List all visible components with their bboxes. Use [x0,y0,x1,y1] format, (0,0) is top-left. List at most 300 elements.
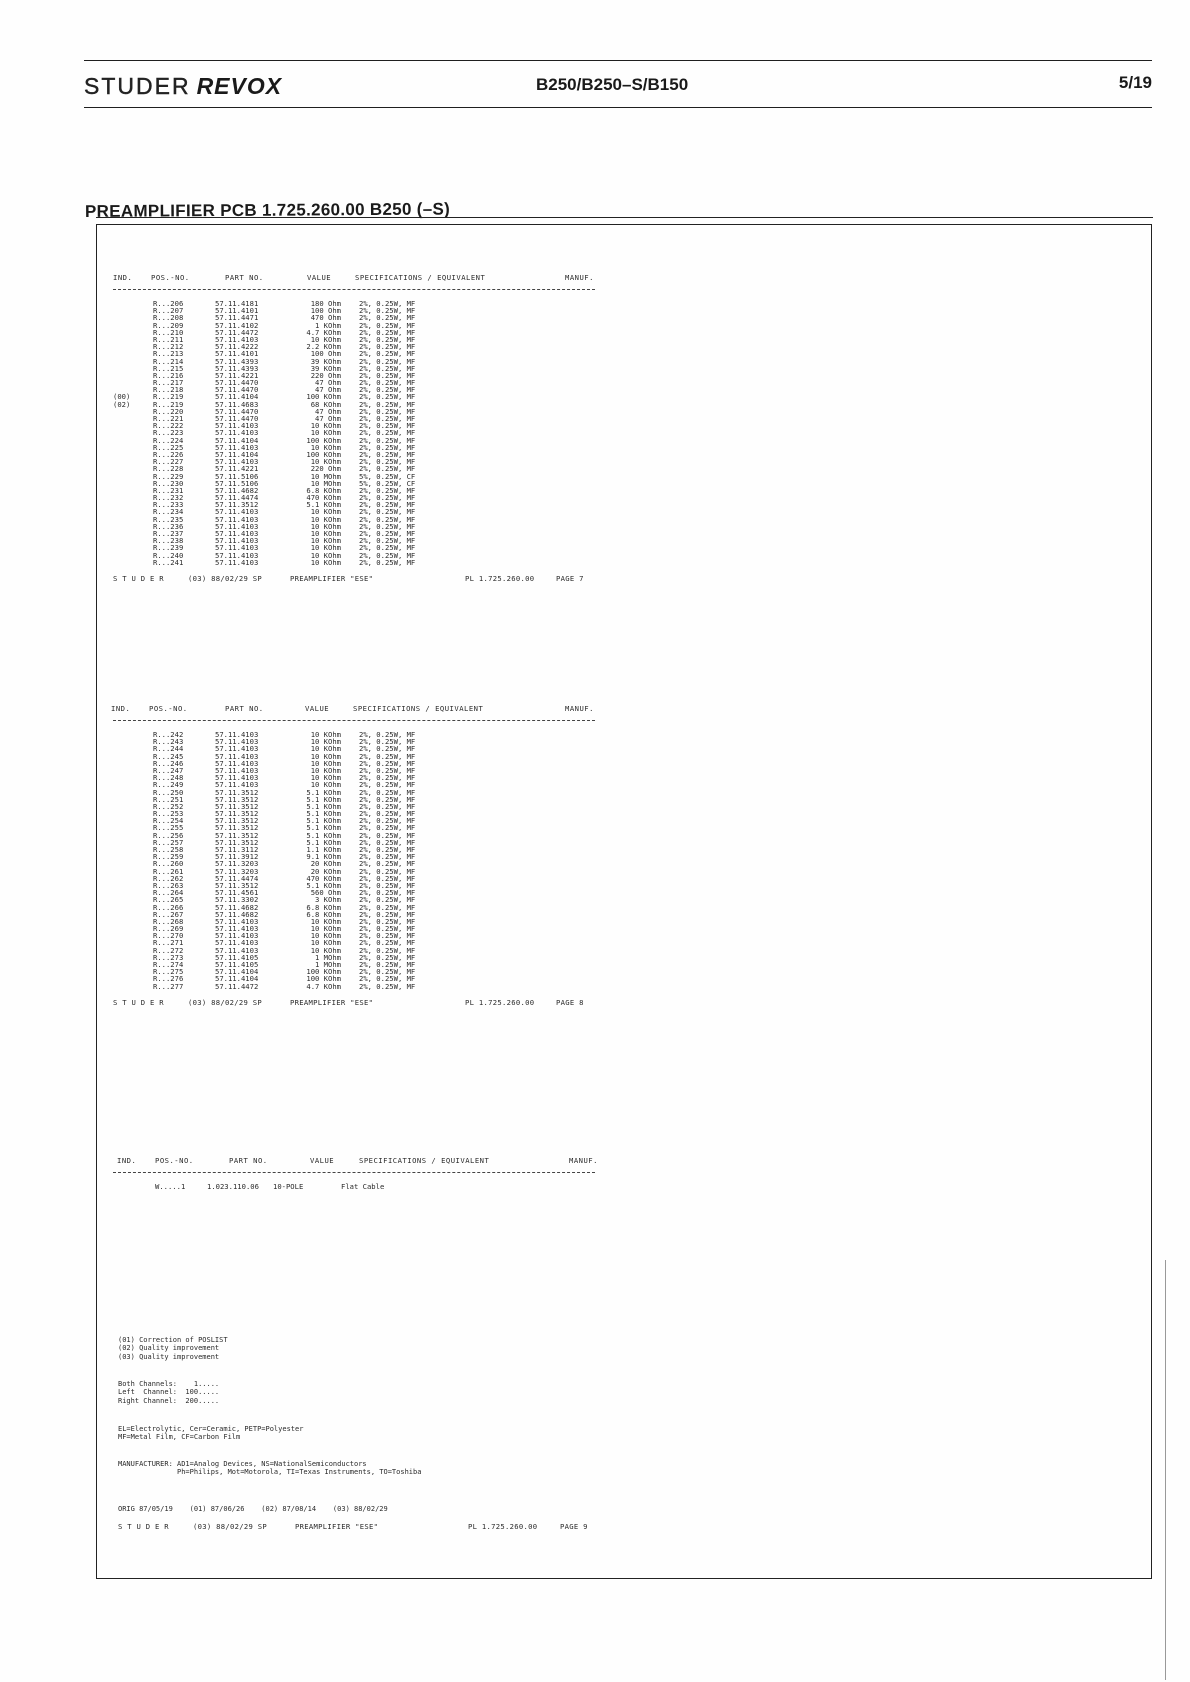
col-pos: POS.-NO. [155,1156,194,1165]
table-row [113,458,595,465]
cell-value: 10 KOhm [310,334,341,344]
cell-pos: R...240 [153,550,184,560]
cell-pos: R...211 [153,334,184,344]
cell-spec: 2%, 0.25W, MF [359,945,416,955]
cell-spec: 2%, 0.25W, MF [359,421,416,431]
table-row [113,358,595,365]
cell-spec: Flat Cable [341,1182,385,1191]
cell-value: 9.1 KOhm [306,852,341,862]
cell-value: 100 KOhm [306,392,341,402]
cell-value: 47 Ohm [315,378,341,388]
cell-spec: 2%, 0.25W, MF [359,938,416,948]
cell-pos: W.....1 [155,1182,186,1191]
cell-pos: R...236 [153,521,184,531]
table-row [113,911,595,918]
cell-spec: 2%, 0.25W, MF [359,888,416,898]
table-row [113,961,595,968]
cell-spec: 2%, 0.25W, MF [359,924,416,934]
cell-value: 5.1 KOhm [306,794,341,804]
cell-value: 10 KOhm [310,730,341,739]
cell-part: 57.11.4221 [215,464,259,474]
col-pos: POS.-NO. [149,704,188,713]
cell-pos: R...227 [153,457,184,467]
cell-value: 10 KOhm [310,514,341,524]
cell-part: 57.11.4103 [215,730,259,739]
cell-value: 470 Ohm [310,313,341,323]
cell-part: 57.11.4104 [215,435,259,445]
col-spec: SPECIFICATIONS / EQUIVALENT [359,1156,490,1165]
cell-pos: R...224 [153,435,184,445]
cell-value: 10 KOhm [310,557,341,567]
cell-value: 5.1 KOhm [306,837,341,847]
cell-pos: R...209 [153,320,184,330]
col-spec: SPECIFICATIONS / EQUIVALENT [355,273,486,282]
cell-part: 57.11.4470 [215,378,259,388]
table-row [113,365,595,372]
table-row [113,487,595,494]
cell-part: 57.11.4103 [215,924,259,934]
table-row [113,817,595,824]
cell-pos: R...247 [153,765,184,775]
cell-part: 57.11.4470 [215,385,259,395]
col-manuf: MANUF. [565,273,594,282]
footer-page: PAGE 9 [560,1522,588,1531]
cell-pos: R...226 [153,449,184,459]
cell-spec: 2%, 0.25W, MF [359,435,416,445]
table-row [113,314,595,321]
footer-pl: PL 1.725.260.00 [468,1522,538,1531]
table-row [113,983,595,990]
cell-spec: 2%, 0.25W, MF [359,485,416,495]
table-row [113,781,595,788]
table-row [113,537,595,544]
brand-revox: REVOX [196,73,283,99]
cell-pos: R...228 [153,464,184,474]
cell-spec: 2%, 0.25W, MF [359,809,416,819]
cell-part: 57.11.3512 [215,809,259,819]
table-row [113,860,595,867]
footer-studer: S T U D E R [118,1522,169,1531]
cell-spec: 2%, 0.25W, MF [359,557,416,567]
header-divider [113,720,595,721]
cell-pos: R...259 [153,852,184,862]
cell-part: 57.11.4474 [215,873,259,883]
cell-value: 10 KOhm [310,529,341,538]
cell-pos: R...219 [153,399,184,409]
table-row [113,530,595,537]
cell-value: 100 KOhm [306,974,341,984]
cell-part: 57.11.3203 [215,859,259,869]
cell-part: 57.11.4682 [215,909,259,919]
col-ind: IND. [117,1156,137,1165]
cell-value: 5.1 KOhm [306,816,341,826]
cell-value: 10 KOhm [310,737,341,747]
cell-spec: 5%, 0.25W, CF [359,478,416,488]
cell-part: 57.11.4181 [215,299,259,308]
cell-pos: R...250 [153,787,184,797]
cell-spec: 2%, 0.25W, MF [359,902,416,912]
cell-pos: R...233 [153,500,184,510]
cell-spec: 2%, 0.25W, MF [359,320,416,330]
cell-value: 47 Ohm [315,406,341,416]
cell-value: 1 MOhm [315,952,341,962]
cell-value: 10 KOhm [310,536,341,546]
cell-spec: 2%, 0.25W, MF [359,758,416,768]
cell-spec: 2%, 0.25W, MF [359,507,416,517]
cell-pos: R...274 [153,960,184,969]
table-row [113,875,595,882]
cell-value: 10 KOhm [310,457,341,467]
table-row [113,853,595,860]
cell-pos: R...210 [153,327,184,337]
footer-doc: PREAMPLIFIER "ESE" [290,997,374,1007]
cell-pos: R...232 [153,493,184,503]
cell-spec: 2%, 0.25W, MF [359,895,416,905]
cell-pos: R...256 [153,830,184,840]
cell-value: 10 KOhm [310,543,341,553]
cell-spec: 2%, 0.25W, MF [359,780,416,790]
cell-spec: 2%, 0.25W, MF [359,457,416,467]
cell-part: 57.11.3203 [215,866,259,876]
cell-part: 57.11.4474 [215,493,259,503]
cell-part: 57.11.4103 [215,457,259,467]
cell-pos: R...269 [153,924,184,934]
cell-value: 1 KOhm [315,320,341,330]
cell-spec: 2%, 0.25W, MF [359,801,416,811]
cell-part: 57.11.4103 [215,442,259,452]
table-header [113,1156,598,1171]
cell-part: 57.11.4222 [215,342,259,352]
table-row [113,839,595,846]
cell-pos: R...238 [153,536,184,546]
cell-value: 3 KOhm [315,895,341,905]
parts-sheet-7 [113,274,595,587]
cell-pos: R...265 [153,895,184,905]
cell-spec: 2%, 0.25W, MF [359,974,416,984]
cell-spec: 2%, 0.25W, MF [359,449,416,459]
cell-part: 57.11.3512 [215,830,259,840]
table-row [113,444,595,451]
cell-ind: (02) [113,399,131,409]
cell-spec: 2%, 0.25W, MF [359,730,416,739]
cell-spec: 2%, 0.25W, MF [359,536,416,546]
cell-value: 5.1 KOhm [306,787,341,797]
cell-value: 5.1 KOhm [306,823,341,833]
cell-value: 10 KOhm [310,938,341,948]
cell-part: 57.11.4393 [215,356,259,366]
table-row [113,745,595,752]
table-row [113,501,595,508]
cell-part: 57.11.4103 [215,514,259,524]
revision-notes: (01) Correction of POSLIST (02) Quality improvement (03) Quality improvement [118,1336,228,1361]
cell-spec: 2%, 0.25W, MF [359,852,416,862]
table-row [113,322,595,329]
cell-pos: R...248 [153,773,184,783]
header-rule-top [84,60,1152,61]
cell-spec: 2%, 0.25W, MF [359,306,416,316]
cell-part: 57.11.4103 [215,507,259,517]
table-row [113,846,595,853]
cell-pos: R...243 [153,737,184,747]
cell-pos: R...266 [153,902,184,912]
cell-spec: 2%, 0.25W, MF [359,550,416,560]
cell-part: 57.11.3302 [215,895,259,905]
cell-value: 100 KOhm [306,449,341,459]
footer-rev: (03) 88/02/29 SP [188,573,263,583]
cell-spec: 2%, 0.25W, MF [359,816,416,826]
table-header [113,705,595,719]
table-row [113,523,595,530]
cell-spec: 2%, 0.25W, MF [359,543,416,553]
page-title: PREAMPLIFIER PCB 1.725.260.00 B250 (–S) [84,199,451,221]
cell-pos: R...255 [153,823,184,833]
cell-value: 10 KOhm [310,773,341,783]
cell-part: 57.11.4103 [215,744,259,754]
table-row [113,343,595,350]
cell-part: 57.11.4103 [215,421,259,431]
col-ind: IND. [111,704,131,713]
footer-pl: PL 1.725.260.00 [465,573,535,583]
cell-spec: 2%, 0.25W, MF [359,787,416,797]
cell-part: 57.11.4682 [215,902,259,912]
header-divider [113,289,595,290]
cell-pos: R...234 [153,507,184,517]
cell-pos: R...230 [153,478,184,488]
cell-value: 10 KOhm [310,751,341,761]
table-row [113,767,595,774]
cell-value: 4.7 KOhm [306,327,341,337]
cell-pos: R...237 [153,529,184,538]
cell-part: 1.023.110.06 [207,1182,259,1191]
cell-value: 5.1 KOhm [306,801,341,811]
cell-spec: 2%, 0.25W, MF [359,931,416,941]
cell-value: 100 KOhm [306,435,341,445]
cell-value: 10 KOhm [310,945,341,955]
table-row [113,451,595,458]
cell-pos: R...245 [153,751,184,761]
cell-spec: 2%, 0.25W, MF [359,859,416,869]
revision-dates: ORIG 87/05/19 (01) 87/06/26 (02) 87/08/14 (03) 88/02/29 [118,1505,388,1513]
cell-part: 57.11.4470 [215,406,259,416]
cell-pos: R...242 [153,730,184,739]
table-row [113,393,595,400]
table-row [113,832,595,839]
cell-pos: R...208 [153,313,184,323]
cell-value: 20 KOhm [310,859,341,869]
table-row [113,789,595,796]
cell-value: 6.8 KOhm [306,909,341,919]
cell-spec: 2%, 0.25W, MF [359,765,416,775]
channel-legend: Both Channels: 1..... Left Channel: 100..... Right Channel: 200..... [118,1380,220,1405]
table-row [113,307,595,314]
cell-pos: R...264 [153,888,184,898]
cell-spec: 2%, 0.25W, MF [359,514,416,524]
col-manuf: MANUF. [569,1156,598,1165]
cell-value: 10-POLE [273,1182,304,1191]
cell-pos: R...206 [153,299,184,308]
cell-part: 57.11.4472 [215,327,259,337]
table-row [113,473,595,480]
cell-part: 57.11.4103 [215,931,259,941]
table-row [113,896,595,903]
cell-pos: R...239 [153,543,184,553]
cell-value: 100 KOhm [306,967,341,977]
cell-pos: R...241 [153,557,184,567]
parts-sheet-9 [113,1156,598,1192]
cell-pos: R...216 [153,370,184,380]
cell-value: 10 KOhm [310,428,341,438]
table-row [113,939,595,946]
cell-part: 57.11.4101 [215,306,259,316]
cell-part: 57.11.3512 [215,837,259,847]
cell-pos: R...215 [153,363,184,373]
cell-pos: R...221 [153,414,184,423]
cell-part: 57.11.3512 [215,787,259,797]
cell-part: 57.11.4104 [215,967,259,977]
table-row [113,559,595,566]
cell-value: 10 KOhm [310,758,341,768]
cell-value: 10 KOhm [310,931,341,941]
col-value: VALUE [307,273,332,282]
table-row [113,508,595,515]
cell-pos: R...258 [153,845,184,854]
cell-pos: R...267 [153,909,184,919]
cell-part: 57.11.4105 [215,952,259,962]
cell-part: 57.11.4104 [215,974,259,984]
cell-ind: (00) [113,392,131,402]
cell-pos: R...231 [153,485,184,495]
cell-spec: 2%, 0.25W, MF [359,500,416,510]
cell-part: 57.11.3512 [215,816,259,826]
manufacturer-legend: MANUFACTURER: AD1=Analog Devices, NS=NationalSemiconductors Ph=Philips, Mot=Motorola, TI=Texas Instruments, TO=Toshiba [118,1460,422,1477]
table-row [113,954,595,961]
cell-part: 57.11.4682 [215,485,259,495]
cell-value: 180 Ohm [310,299,341,308]
cell-spec: 2%, 0.25W, MF [359,349,416,359]
cell-pos: R...263 [153,880,184,890]
cell-pos: R...252 [153,801,184,811]
cell-part: 57.11.3512 [215,823,259,833]
table-row [113,904,595,911]
cell-part: 57.11.4102 [215,320,259,330]
cell-spec: 2%, 0.25W, MF [359,751,416,761]
cell-spec: 2%, 0.25W, MF [359,313,416,323]
cell-pos: R...246 [153,758,184,768]
cell-value: 10 KOhm [310,521,341,531]
rows [113,731,595,990]
cell-part: 57.11.4393 [215,363,259,373]
cell-value: 5.1 KOhm [306,880,341,890]
col-part: PART NO. [229,1156,268,1165]
cell-value: 5.1 KOhm [306,809,341,819]
cell-spec: 2%, 0.25W, MF [359,370,416,380]
cell-part: 57.11.4103 [215,758,259,768]
cell-pos: R...251 [153,794,184,804]
table-row [113,760,595,767]
cell-value: 470 KOhm [306,493,341,503]
cell-spec: 2%, 0.25W, MF [359,837,416,847]
cell-part: 57.11.4221 [215,370,259,380]
footer-page: PAGE 8 [556,997,584,1007]
footer-studer: S T U D E R [113,997,164,1007]
cell-pos: R...260 [153,859,184,869]
cell-spec: 2%, 0.25W, MF [359,981,416,991]
cell-part: 57.11.3512 [215,500,259,510]
header-rule-bottom [84,107,1152,108]
cell-value: 20 KOhm [310,866,341,876]
page-number: 5/19 [1118,73,1152,92]
footer-pl: PL 1.725.260.00 [465,997,535,1007]
cell-value: 5.1 KOhm [306,500,341,510]
cell-spec: 2%, 0.25W, MF [359,363,416,373]
cell-value: 10 KOhm [310,421,341,431]
cell-spec: 2%, 0.25W, MF [359,334,416,344]
table-row [113,731,595,738]
cell-part: 57.11.3512 [215,880,259,890]
cell-pos: R...262 [153,873,184,883]
cell-pos: R...261 [153,866,184,876]
cell-spec: 2%, 0.25W, MF [359,428,416,438]
cell-pos: R...219 [153,392,184,402]
cell-value: 1 MOhm [315,960,341,969]
cell-part: 57.11.4470 [215,414,259,423]
cell-value: 4.7 KOhm [306,981,341,991]
cell-spec: 2%, 0.25W, MF [359,773,416,783]
cell-spec: 2%, 0.25W, MF [359,830,416,840]
rows [155,1183,595,1192]
cell-part: 57.11.4104 [215,449,259,459]
cell-spec: 2%, 0.25W, MF [359,442,416,452]
cell-pos: R...222 [153,421,184,431]
table-row [113,494,595,501]
cell-value: 10 KOhm [310,924,341,934]
table-row [113,968,595,975]
model-number: B250/B250–S/B150 [536,75,689,94]
cell-pos: R...249 [153,780,184,790]
cell-value: 68 KOhm [310,399,341,409]
table-row [113,480,595,487]
table-row [155,1183,595,1192]
table-row [113,932,595,939]
cell-spec: 2%, 0.25W, MF [359,493,416,503]
cell-spec: 2%, 0.25W, MF [359,399,416,409]
cell-part: 57.11.4104 [215,392,259,402]
footer-doc: PREAMPLIFIER "ESE" [290,573,374,583]
cell-pos: R...277 [153,981,184,991]
cell-value: 10 KOhm [310,550,341,560]
table-row [113,329,595,336]
cell-value: 2.2 KOhm [306,342,341,352]
cell-spec: 2%, 0.25W, MF [359,866,416,876]
cell-part: 57.11.3912 [215,852,259,862]
cell-value: 6.8 KOhm [306,485,341,495]
table-row [113,552,595,559]
table-row [113,918,595,925]
table-row [113,372,595,379]
cell-spec: 2%, 0.25W, MF [359,464,416,474]
cell-spec: 2%, 0.25W, MF [359,967,416,977]
cell-pos: R...271 [153,938,184,948]
cell-pos: R...276 [153,974,184,984]
cell-pos: R...225 [153,442,184,452]
cell-part: 57.11.4103 [215,737,259,747]
cell-value: 10 KOhm [310,765,341,775]
cell-spec: 2%, 0.25W, MF [359,873,416,883]
cell-spec: 2%, 0.25W, MF [359,794,416,804]
cell-part: 57.11.4101 [215,349,259,359]
cell-pos: R...235 [153,514,184,524]
cell-spec: 2%, 0.25W, MF [359,327,416,337]
